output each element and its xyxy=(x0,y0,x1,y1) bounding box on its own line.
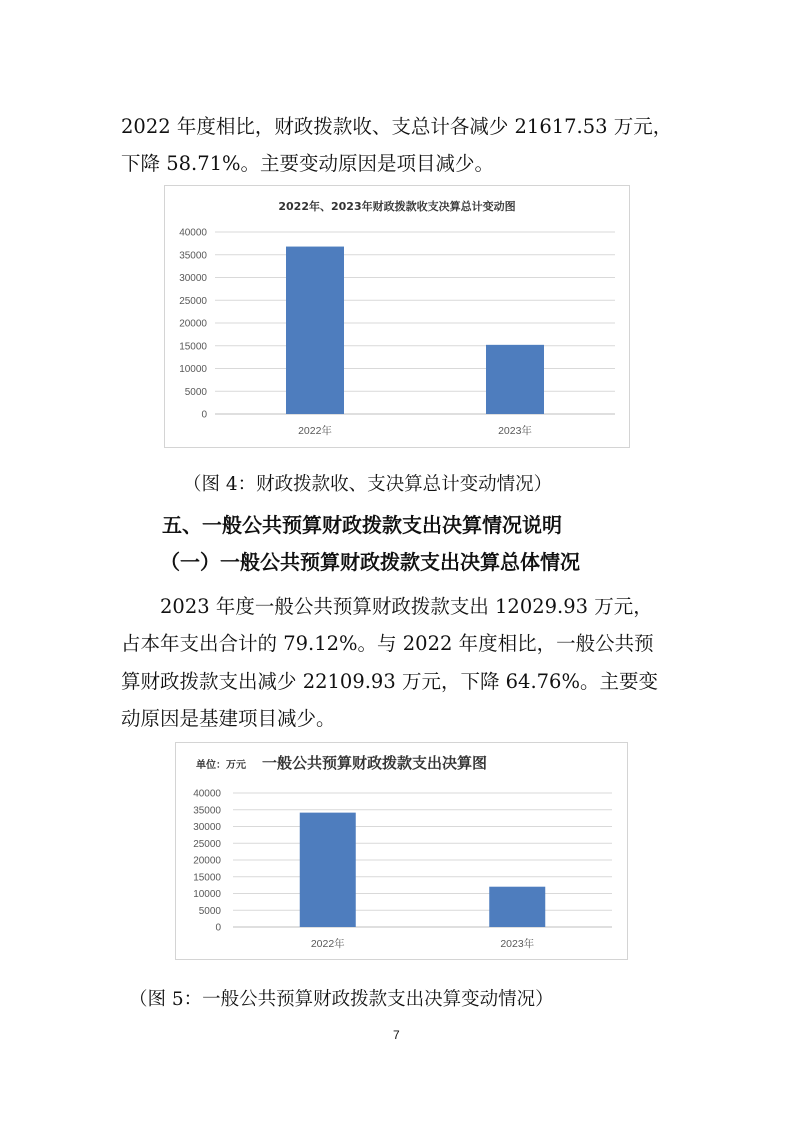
chart-figure-4 xyxy=(164,185,630,448)
chart-title: 一般公共预算财政拨款支出决算图 xyxy=(262,754,488,772)
x-tick-label: 2022年 xyxy=(298,425,332,437)
y-tick-label: 25000 xyxy=(193,838,221,850)
paragraph-line: 占本年支出合计的 79.12%。与 2022 年度相比，一般公共预 xyxy=(121,632,654,655)
chart-unit-label: 单位：万元 xyxy=(196,760,246,771)
page-number: 7 xyxy=(393,1028,400,1042)
y-tick-label: 15000 xyxy=(193,872,221,884)
figure-caption: （图 4：财政拨款收、支决算总计变动情况） xyxy=(183,474,553,495)
y-tick-label: 0 xyxy=(215,922,221,934)
y-tick-label: 40000 xyxy=(193,788,221,800)
x-tick-label: 2023年 xyxy=(500,938,535,950)
y-tick-label: 10000 xyxy=(193,889,221,900)
y-tick-label: 0 xyxy=(201,409,207,421)
subsection-heading: （一）一般公共预算财政拨款支出决算总体情况 xyxy=(160,550,580,574)
bar-chart xyxy=(176,743,627,959)
y-tick-label: 20000 xyxy=(193,855,221,867)
y-tick-label: 5000 xyxy=(184,386,207,398)
bar xyxy=(286,247,344,414)
bar-chart xyxy=(165,186,629,447)
bar xyxy=(489,887,545,927)
y-tick-label: 40000 xyxy=(179,227,207,239)
y-tick-label: 30000 xyxy=(193,822,221,833)
paragraph-line: 动原因是基建项目减少。 xyxy=(121,707,336,730)
y-tick-label: 35000 xyxy=(179,250,207,262)
bar xyxy=(486,345,544,414)
chart-figure-5 xyxy=(175,742,628,960)
y-tick-label: 10000 xyxy=(179,364,207,375)
chart-title: 2022年、2023年财政拨款收支决算总计变动图 xyxy=(278,200,516,213)
paragraph-line: 2023 年度一般公共预算财政拨款支出 12029.93 万元， xyxy=(160,595,653,618)
bar xyxy=(300,813,356,927)
y-tick-label: 35000 xyxy=(193,805,221,817)
x-tick-label: 2022年 xyxy=(310,938,345,950)
paragraph-line: 下降 58.71%。主要变动原因是项目减少。 xyxy=(121,152,495,175)
section-heading: 五、一般公共预算财政拨款支出决算情况说明 xyxy=(162,513,562,537)
y-tick-label: 5000 xyxy=(198,905,221,917)
y-tick-label: 30000 xyxy=(179,273,207,284)
figure-caption: （图 5：一般公共预算财政拨款支出决算变动情况） xyxy=(129,989,554,1010)
paragraph-line: 算财政拨款支出减少 22109.93 万元，下降 64.76%。主要变 xyxy=(121,670,658,693)
x-tick-label: 2023年 xyxy=(498,425,532,437)
y-tick-label: 15000 xyxy=(179,341,207,353)
paragraph-line: 2022 年度相比，财政拨款收、支总计各减少 21617.53 万元， xyxy=(121,115,673,138)
y-tick-label: 20000 xyxy=(179,318,207,330)
y-tick-label: 25000 xyxy=(179,295,207,307)
